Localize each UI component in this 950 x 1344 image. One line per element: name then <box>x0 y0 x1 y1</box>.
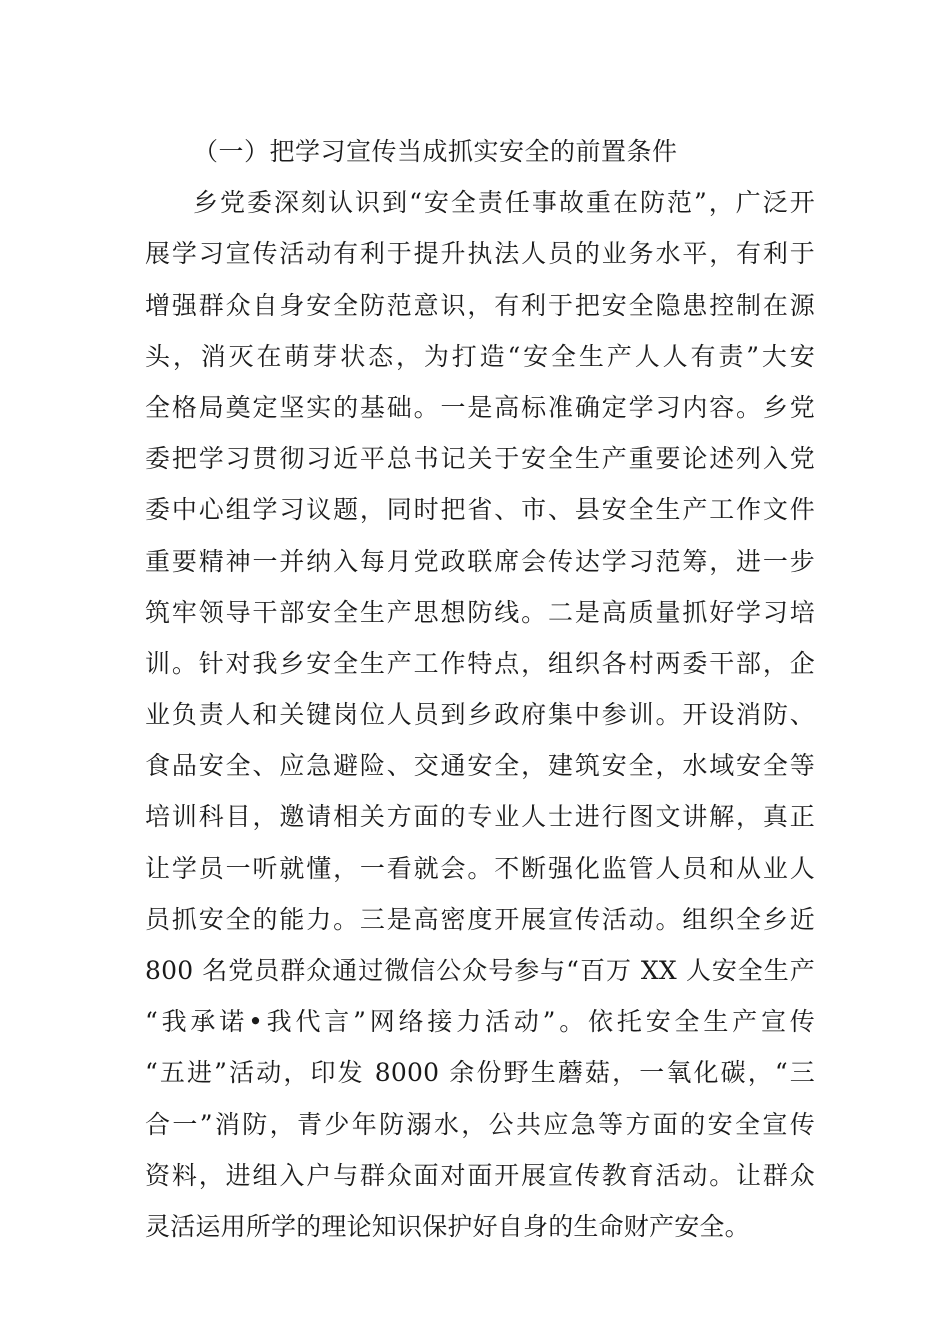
paragraph-line: 展学习宣传活动有利于提升执法人员的业务水平，有利于 <box>145 239 815 269</box>
paragraph-line: 让学员一听就懂，一看就会。不断强化监管人员和从业人 <box>145 853 815 883</box>
paragraph-line: 员抓安全的能力。三是高密度开展宣传活动。组织全乡近 <box>145 904 815 934</box>
paragraph-line: 全格局奠定坚实的基础。一是高标准确定学习内容。乡党 <box>145 392 815 422</box>
paragraph-line: 头，消灭在萌芽状态，为打造“安全生产人人有责”大安 <box>145 341 815 371</box>
document-body <box>145 126 815 1252</box>
paragraph-line: 增强群众自身安全防范意识，有利于把安全隐患控制在源 <box>145 290 815 320</box>
paragraph-line: 重要精神一并纳入每月党政联席会传达学习范筹，进一步 <box>145 546 815 576</box>
paragraph-line: 训。针对我乡安全生产工作特点，组织各村两委干部，企 <box>145 648 815 678</box>
paragraph-line: 800 名党员群众通过微信公众号参与“百万 XX 人安全生产 <box>145 956 815 985</box>
paragraph-line: 培训科目，邀请相关方面的专业人士进行图文讲解，真正 <box>145 802 815 832</box>
paragraph-line: 业负责人和关键岗位人员到乡政府集中参训。开设消防、 <box>145 700 815 730</box>
paragraph-line: 筑牢领导干部安全生产思想防线。二是高质量抓好学习培 <box>145 597 815 627</box>
paragraph-line: 灵活运用所学的理论知识保护好自身的生命财产安全。 <box>145 1211 750 1241</box>
paragraph-line: “五进”活动，印发 8000 余份野生蘑菇，一氧化碳，“三 <box>145 1058 815 1088</box>
paragraph-line: 食品安全、应急避险、交通安全，建筑安全，水域安全等 <box>145 751 815 781</box>
paragraph-line: 合一”消防，青少年防溺水，公共应急等方面的安全宣传 <box>145 1109 815 1139</box>
paragraph-line: 委把学习贯彻习近平总书记关于安全生产重要论述列入党 <box>145 444 815 474</box>
paragraph-line: “我承诺•我代言”网络接力活动”。依托安全生产宣传 <box>145 1007 815 1037</box>
section-heading: （一）把学习宣传当成抓实安全的前置条件 <box>193 137 678 166</box>
paragraph-line: 资料，进组入户与群众面对面开展宣传教育活动。让群众 <box>145 1160 815 1190</box>
paragraph-line: 委中心组学习议题，同时把省、市、县安全生产工作文件 <box>145 495 815 525</box>
paragraph-line: 乡党委深刻认识到“安全责任事故重在防范”，广泛开 <box>193 188 815 218</box>
